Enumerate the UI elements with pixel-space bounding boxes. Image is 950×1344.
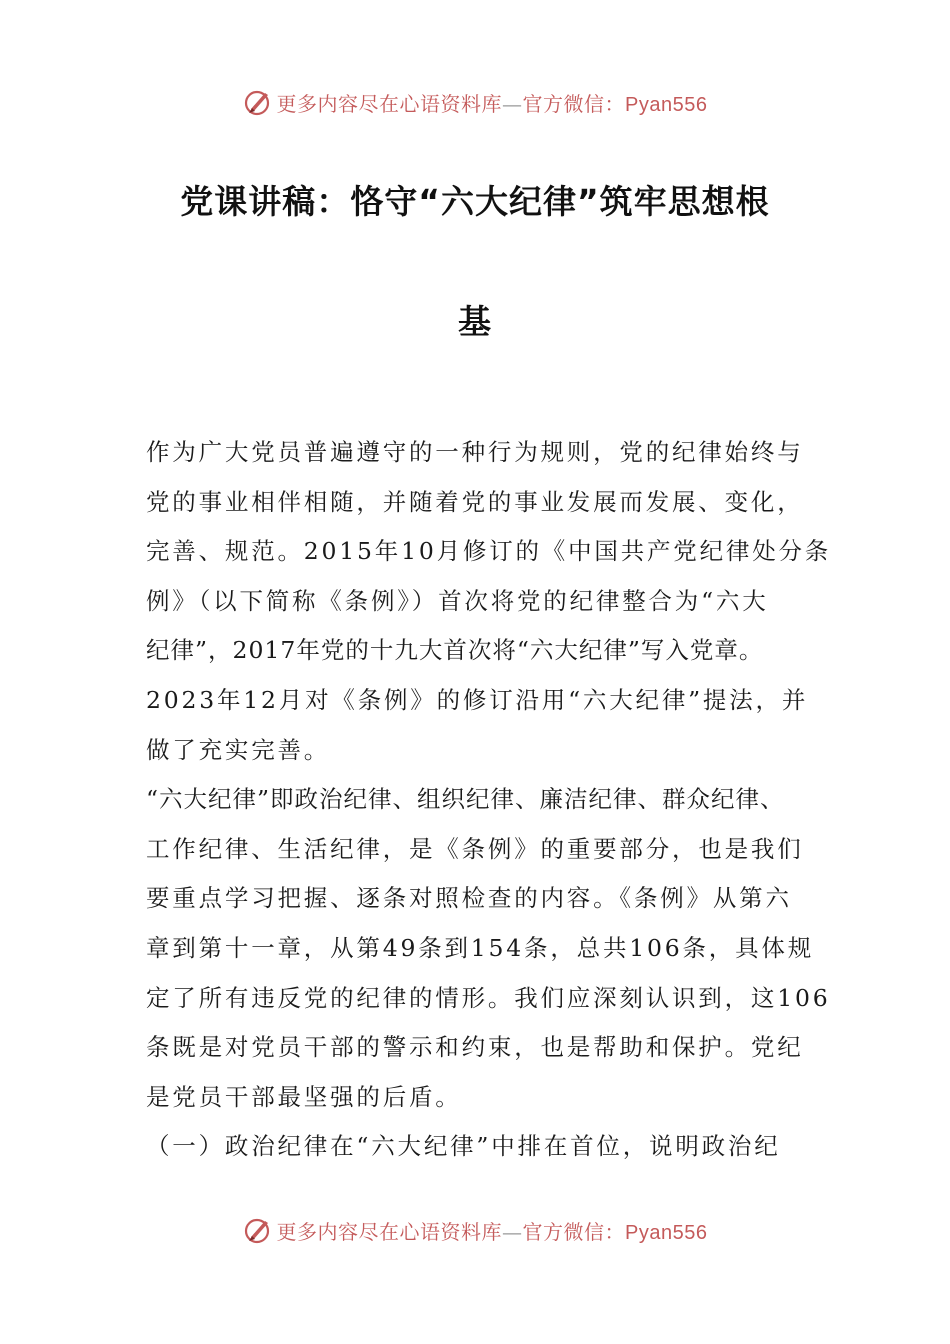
body-line: 完善、规范。2015年10月修订的《中国共产党纪律处分条	[146, 537, 832, 566]
body-line: 纪律”，2017年党的十九大首次将“六大纪律”写入党章。	[146, 636, 764, 665]
body-line: 作为广大党员普遍遵守的一种行为规则，党的纪律始终与	[146, 438, 804, 466]
body-line: 章到第十一章，从第49条到154条，总共106条，具体规	[146, 933, 815, 962]
body-line: 条既是对党员干部的警示和约束，也是帮助和保护。党纪	[146, 1033, 804, 1062]
document-title-line-2: 基	[458, 302, 492, 341]
body-line: 例》（以下简称《条例》）首次将党的纪律整合为“六大	[146, 586, 769, 615]
body-line: 2023年12月对《条例》的修订沿用“六大纪律”提法，并	[146, 685, 809, 714]
body-line: 要重点学习把握、逐条对照检查的内容。《条例》从第六	[146, 884, 792, 913]
body-line: 是党员干部最坚强的后盾。	[146, 1082, 462, 1111]
body-line: 党的事业相伴相随，并随着党的事业发展而发展、变化，	[146, 487, 804, 516]
banner-text: 更多内容尽在心语资料库—官方微信：Pyan556	[276, 1219, 708, 1244]
header-watermark-banner	[0, 82, 950, 122]
body-line: 定了所有违反党的纪律的情形。我们应深刻认识到，这106	[146, 983, 831, 1012]
body-line: （一）政治纪律在“六大纪律”中排在首位，说明政治纪	[146, 1132, 781, 1161]
body-line: 工作纪律、生活纪律，是《条例》的重要部分，也是我们	[146, 834, 804, 863]
quill-pen-circle-icon	[243, 1215, 273, 1245]
quill-pen-circle-icon	[243, 87, 273, 117]
body-line: 做了充实完善。	[146, 735, 331, 764]
document-title-line-1: 党课讲稿：恪守“六大纪律”筑牢思想根	[180, 182, 770, 221]
document-body	[146, 428, 832, 1172]
banner-text: 更多内容尽在心语资料库—官方微信：Pyan556	[276, 91, 708, 116]
footer-watermark-banner	[0, 1210, 950, 1250]
body-line: “六大纪律”即政治纪律、组织纪律、廉洁纪律、群众纪律、	[146, 785, 785, 814]
